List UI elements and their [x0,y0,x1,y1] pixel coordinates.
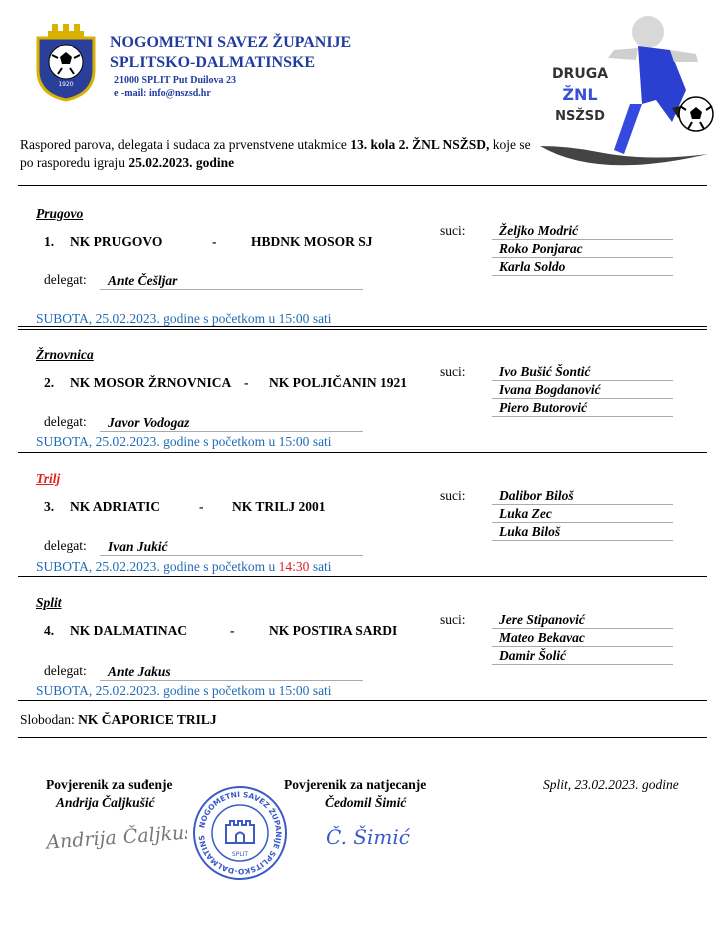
org-address: 21000 SPLIT Put Duilova 23 [114,75,237,86]
referee-name: Dalibor Biloš [492,487,673,505]
place-date: Split, 23.02.2023. godine [543,777,679,792]
match-row: 1. NK PRUGOVO - HBDNK MOSOR SJ [44,234,373,249]
referee-commissioner-title: Povjerenik za suđenje [46,777,173,792]
svg-text:Č. Šimić: Č. Šimić [326,825,410,849]
org-name-line2: SPLITSKO-DALMATINSKE [110,54,316,71]
referees-label: suci: [440,488,466,503]
free-team: Slobodan: NK ČAPORICE TRILJ [20,712,217,727]
divider [18,185,707,186]
referees-label: suci: [440,364,466,379]
svg-text:NOGOMETNI SAVEZ ŽUPANIJE SPLIT: NOGOMETNI SAVEZ ŽUPANIJE SPLITSKO-DALMATINS [197,789,284,877]
referee-name: Piero Butorović [492,399,673,417]
match-time: SUBOTA, 25.02.2023. godine s početkom u 15:00 sati [36,683,332,698]
svg-text:ŽNL: ŽNL [562,85,598,104]
svg-text:SPLIT: SPLIT [59,46,73,52]
referees-label: suci: [440,223,466,238]
referee-commissioner-signature [42,812,187,856]
intro-text: Raspored parova, delegata i sudaca za prvenstvene utakmice 13. kola 2. ŽNL NSŽSD, koje se po rasporedu igraju 25.02.2023. godine [20,137,531,170]
referee-name: Mateo Bekavac [492,629,673,647]
competition-commissioner-title: Povjerenik za natjecanje [284,777,427,792]
divider [18,452,707,453]
venue-label: Prugovo [36,206,84,221]
crest-logo [30,22,102,102]
competition-commissioner-name: Čedomil Šimić [325,795,407,810]
league-logo [538,4,718,180]
delegate-name: Ivan Jukić [100,538,363,556]
divider [18,700,707,701]
referee-name: Luka Zec [492,505,673,523]
divider [18,326,707,327]
referee-name: Ivana Bogdanović [492,381,673,399]
svg-text:DRUGA: DRUGA [551,66,609,82]
match-time: SUBOTA, 25.02.2023. godine s početkom u 14:30 sati [36,559,332,574]
match-row: 2. NK MOSOR ŽRNOVNICA - NK POLJIČANIN 1921 [44,375,408,390]
delegate-name: Ante Jakus [100,663,363,681]
org-name-line1: NOGOMETNI SAVEZ ŽUPANIJE [110,34,352,51]
referee-name: Karla Soldo [492,258,673,276]
referee-name: Roko Ponjarac [492,240,673,258]
org-email: e -mail: info@nszsd.hr [114,88,211,99]
referee-name: Luka Biloš [492,523,673,541]
delegate-name: Ante Češljar [100,272,363,290]
divider [18,329,707,330]
delegate-name: Javor Vodogaz [100,414,363,432]
venue-label: Žrnovnica [36,347,94,362]
venue-label: Trilj [36,471,61,486]
svg-text:Andrija Čaljkušić: Andrija Čaljkušić [45,820,187,854]
competition-commissioner-signature [322,812,422,856]
match-row: 3. NK ADRIATIC - NK TRILJ 2001 [44,499,326,514]
divider [18,576,707,577]
divider [18,737,707,738]
referees-label: suci: [440,612,466,627]
referee-name: Jere Stipanović [492,611,673,629]
match-time: SUBOTA, 25.02.2023. godine s početkom u 15:00 sati [36,311,332,326]
match-time: SUBOTA, 25.02.2023. godine s početkom u 15:00 sati [36,434,332,449]
delegate-label: delegat: [44,272,87,287]
delegate-label: delegat: [44,538,87,553]
match-row: 4. NK DALMATINAC - NK POSTIRA SARDI [44,623,398,638]
svg-text:1920: 1920 [58,81,74,88]
venue-label: Split [36,595,62,610]
referee-commissioner-name: Andrija Čaljkušić [56,795,155,810]
referee-name: Damir Šolić [492,647,673,665]
referee-name: Ivo Bušić Šontić [492,363,673,381]
official-stamp [192,785,288,881]
delegate-label: delegat: [44,414,87,429]
referee-name: Željko Modrić [492,222,673,240]
svg-text:SPLIT: SPLIT [231,851,249,858]
svg-text:NSŽSD: NSŽSD [555,109,605,124]
delegate-label: delegat: [44,663,87,678]
